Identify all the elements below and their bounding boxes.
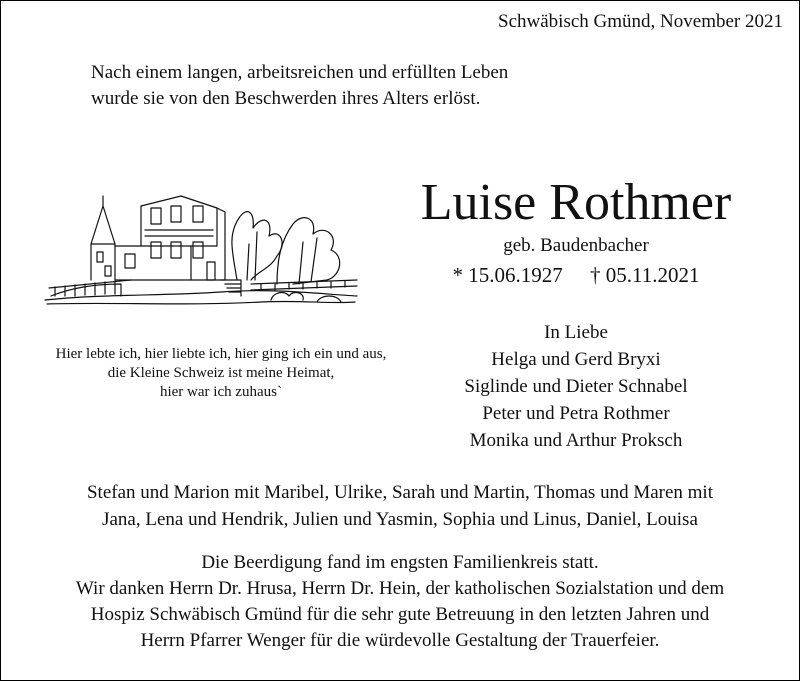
thanks-text — [11, 550, 789, 654]
grandchildren-line: Jana, Lena und Hendrik, Julien und Yasmin, Sophia und Linus, Daniel, Louisa — [102, 509, 698, 530]
born-name: geb. Baudenbacher — [503, 235, 649, 256]
thanks-line: Die Beerdigung fand im engsten Familienkreis statt. — [201, 552, 599, 573]
mourner-entry: Siglinde und Dieter Schnabel — [464, 376, 688, 397]
grandchildren-line: Stefan und Marion mit Maribel, Ulrike, Sarah und Martin, Thomas und Maren mit — [86, 482, 713, 503]
mourner-entry: Peter und Petra Rothmer — [482, 403, 670, 424]
deceased-name: Luise Rothmer — [420, 174, 732, 231]
house-sketch-illustration — [41, 184, 361, 319]
quote-line: die Kleine Schweiz ist meine Heimat, — [107, 365, 335, 381]
mourner-entry: Monika und Arthur Proksch — [469, 430, 683, 451]
mourner-entry: Helga und Gerd Bryxi — [491, 349, 661, 370]
life-dates — [371, 263, 781, 288]
grandchildren-text — [11, 479, 789, 533]
intro-line: Nach einem langen, arbeitsreichen und erfüllten Leben — [91, 62, 509, 83]
mourners-heading: In Liebe — [544, 322, 608, 343]
quote-line: hier war ich zuhaus` — [159, 384, 283, 400]
thanks-line: Herrn Pfarrer Wenger für die würdevolle Gestaltung der Trauerfeier. — [140, 630, 660, 651]
birth-date: * 15.06.1927 — [452, 263, 563, 287]
mourners-list — [371, 319, 781, 454]
intro-line: wurde sie von den Beschwerden ihres Alters erlöst. — [91, 88, 481, 109]
thanks-line: Wir danken Herrn Dr. Hrusa, Herrn Dr. Hein, der katholischen Sozialstation und dem — [75, 578, 725, 599]
place-date: Schwäbisch Gmünd, November 2021 — [498, 11, 783, 32]
quote-text — [21, 345, 421, 402]
thanks-line: Hospiz Schwäbisch Gmünd für die sehr gute Betreuung in den letzten Jahren und — [90, 604, 710, 625]
death-date: † 05.11.2021 — [590, 263, 700, 287]
intro-text — [91, 60, 508, 112]
quote-line: Hier lebte ich, hier liebte ich, hier ging ich ein und aus, — [55, 346, 387, 362]
